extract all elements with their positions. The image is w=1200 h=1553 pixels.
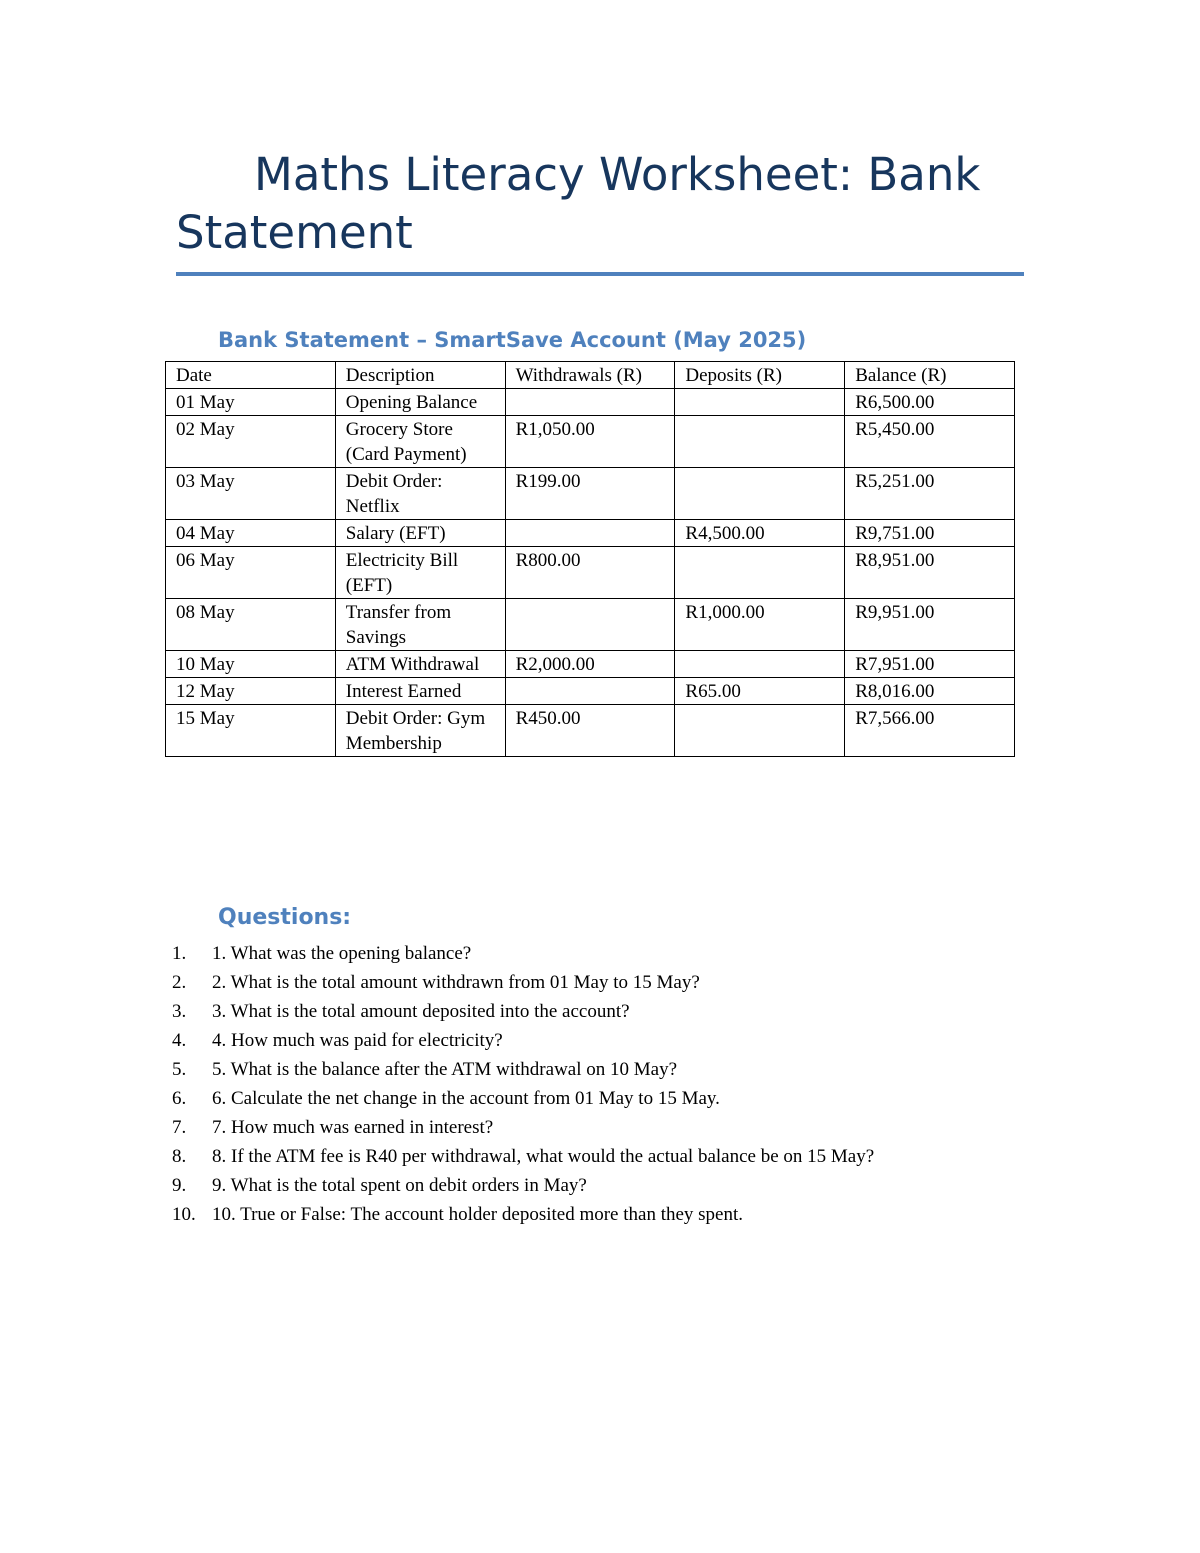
withdrawal-cell: R800.00 <box>505 547 675 599</box>
question-text: 4. How much was paid for electricity? <box>212 1030 503 1051</box>
column-header-withdrawals: Withdrawals (R) <box>505 362 675 389</box>
question-text: 6. Calculate the net change in the account from 01 May to 15 May. <box>212 1088 720 1109</box>
withdrawal-cell: R450.00 <box>505 705 675 757</box>
withdrawal-cell: R2,000.00 <box>505 651 675 678</box>
question-number: 10. <box>172 1204 196 1225</box>
question-text: 8. If the ATM fee is R40 per withdrawal, what would the actual balance be on 15 May? <box>212 1146 875 1167</box>
balance-cell: R8,951.00 <box>845 547 1015 599</box>
question-number: 2. <box>172 972 187 993</box>
table-row <box>166 520 1015 547</box>
table-row <box>166 651 1015 678</box>
description-cell: Electricity Bill (EFT) <box>335 547 505 599</box>
question-text: 7. How much was earned in interest? <box>212 1117 494 1138</box>
balance-cell: R7,566.00 <box>845 705 1015 757</box>
table-row <box>166 547 1015 599</box>
balance-cell: R9,951.00 <box>845 599 1015 651</box>
date-cell: 04 May <box>166 520 336 547</box>
question-number: 6. <box>172 1088 187 1109</box>
withdrawal-cell <box>505 599 675 651</box>
date-cell: 06 May <box>166 547 336 599</box>
list-item <box>172 1200 874 1229</box>
table-row <box>166 416 1015 468</box>
date-cell: 15 May <box>166 705 336 757</box>
deposit-cell <box>675 468 845 520</box>
deposit-cell: R4,500.00 <box>675 520 845 547</box>
description-cell: ATM Withdrawal <box>335 651 505 678</box>
list-item <box>172 1084 874 1113</box>
deposit-cell <box>675 651 845 678</box>
question-text: 1. What was the opening balance? <box>212 943 472 964</box>
deposit-cell <box>675 389 845 416</box>
statement-heading: Bank Statement – SmartSave Account (May 2025) <box>218 328 807 352</box>
list-item <box>172 1171 874 1200</box>
questions-heading: Questions: <box>218 905 352 930</box>
date-cell: 01 May <box>166 389 336 416</box>
withdrawal-cell <box>505 520 675 547</box>
date-cell: 12 May <box>166 678 336 705</box>
question-number: 8. <box>172 1146 187 1167</box>
questions-list <box>172 939 874 1229</box>
question-number: 5. <box>172 1059 187 1080</box>
withdrawal-cell: R199.00 <box>505 468 675 520</box>
table-row <box>166 599 1015 651</box>
date-cell: 02 May <box>166 416 336 468</box>
description-cell: Debit Order: Netflix <box>335 468 505 520</box>
question-text: 9. What is the total spent on debit orders in May? <box>212 1175 587 1196</box>
description-cell: Interest Earned <box>335 678 505 705</box>
column-header-deposits: Deposits (R) <box>675 362 845 389</box>
list-item <box>172 1026 874 1055</box>
withdrawal-cell: R1,050.00 <box>505 416 675 468</box>
list-item <box>172 997 874 1026</box>
deposit-cell <box>675 705 845 757</box>
deposit-cell <box>675 547 845 599</box>
question-text: 2. What is the total amount withdrawn from 01 May to 15 May? <box>212 972 700 993</box>
balance-cell: R5,450.00 <box>845 416 1015 468</box>
list-item <box>172 968 874 997</box>
description-cell: Transfer from Savings <box>335 599 505 651</box>
question-number: 4. <box>172 1030 187 1051</box>
table-row <box>166 389 1015 416</box>
balance-cell: R9,751.00 <box>845 520 1015 547</box>
deposit-cell <box>675 416 845 468</box>
balance-cell: R7,951.00 <box>845 651 1015 678</box>
description-cell: Grocery Store (Card Payment) <box>335 416 505 468</box>
description-cell: Opening Balance <box>335 389 505 416</box>
balance-cell: R5,251.00 <box>845 468 1015 520</box>
question-text: 10. True or False: The account holder deposited more than they spent. <box>212 1204 744 1225</box>
table-header-row <box>166 362 1015 389</box>
question-number: 3. <box>172 1001 187 1022</box>
list-item <box>172 1055 874 1084</box>
withdrawal-cell <box>505 389 675 416</box>
question-number: 1. <box>172 943 187 964</box>
question-number: 7. <box>172 1117 187 1138</box>
bank-statement-table <box>165 361 1015 757</box>
description-cell: Debit Order: Gym Membership <box>335 705 505 757</box>
title-divider <box>176 272 1024 276</box>
list-item <box>172 939 874 968</box>
question-text: 3. What is the total amount deposited into the account? <box>212 1001 630 1022</box>
balance-cell: R6,500.00 <box>845 389 1015 416</box>
date-cell: 08 May <box>166 599 336 651</box>
column-header-description: Description <box>335 362 505 389</box>
question-number: 9. <box>172 1175 187 1196</box>
date-cell: 10 May <box>166 651 336 678</box>
balance-cell: R8,016.00 <box>845 678 1015 705</box>
description-cell: Salary (EFT) <box>335 520 505 547</box>
column-header-balance: Balance (R) <box>845 362 1015 389</box>
page-title: Maths Literacy Worksheet: Bank Statement <box>176 148 981 259</box>
table-row <box>166 468 1015 520</box>
date-cell: 03 May <box>166 468 336 520</box>
table-row <box>166 678 1015 705</box>
table-row <box>166 705 1015 757</box>
question-text: 5. What is the balance after the ATM withdrawal on 10 May? <box>212 1059 678 1080</box>
withdrawal-cell <box>505 678 675 705</box>
deposit-cell: R1,000.00 <box>675 599 845 651</box>
deposit-cell: R65.00 <box>675 678 845 705</box>
column-header-date: Date <box>166 362 336 389</box>
list-item <box>172 1142 874 1171</box>
list-item <box>172 1113 874 1142</box>
